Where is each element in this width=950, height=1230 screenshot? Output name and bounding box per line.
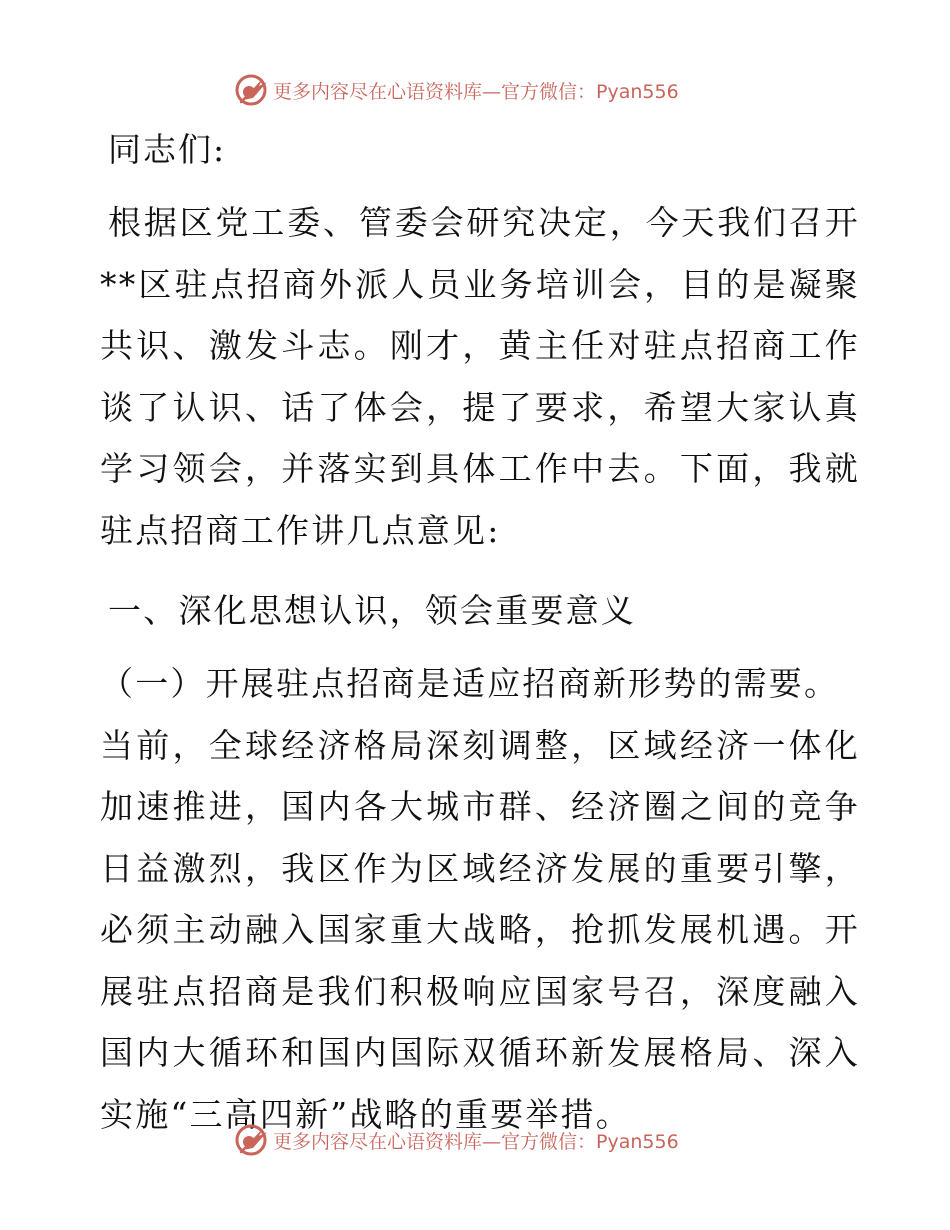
- watermark-text-cn: 更多内容尽在心语资料库—官方微信：: [273, 80, 597, 103]
- footer-watermark: [233, 1122, 679, 1158]
- document-body: [100, 122, 860, 1145]
- quill-logo-icon: [233, 1122, 269, 1158]
- header-watermark: [233, 72, 679, 108]
- salutation: 同志们:: [108, 130, 227, 169]
- subsection-heading-1: （一）开展驻点招商是适应招商新形势的需要。: [100, 664, 840, 703]
- quill-logo-icon: [233, 72, 269, 108]
- opening-paragraph: 根据区党工委、管委会研究决定，今天我们召开**区驻点招商外派人员业务培训会，目的是凝聚共识、激发斗志。刚才，黄主任对驻点招商工作谈了认识、话了体会，提了要求，希望大家认真学习领会，并落实到具体工作中去。下面，我就驻点招商工作讲几点意见:: [100, 203, 860, 550]
- watermark-text: [273, 77, 679, 104]
- section-heading-1: 一、深化思想认识，领会重要意义: [108, 591, 636, 630]
- subsection-body-1: 当前，全球经济格局深刻调整，区域经济一体化加速推进，国内各大城市群、经济圈之间的竞争日益激烈，我区作为区域经济发展的重要引擎，必须主动融入国家重大战略，抢抓发展机遇。开展驻点招商是我们积极响应国家号召，深度融入国内大循环和国内国际双循环新发展格局、深入实施“三高四新”战略的重要举措。: [100, 725, 860, 1134]
- watermark-text: [273, 1127, 679, 1154]
- watermark-wechat-id: Pyan556: [596, 80, 679, 103]
- watermark-wechat-id: Pyan556: [596, 1130, 679, 1153]
- watermark-text-cn: 更多内容尽在心语资料库—官方微信：: [273, 1130, 597, 1153]
